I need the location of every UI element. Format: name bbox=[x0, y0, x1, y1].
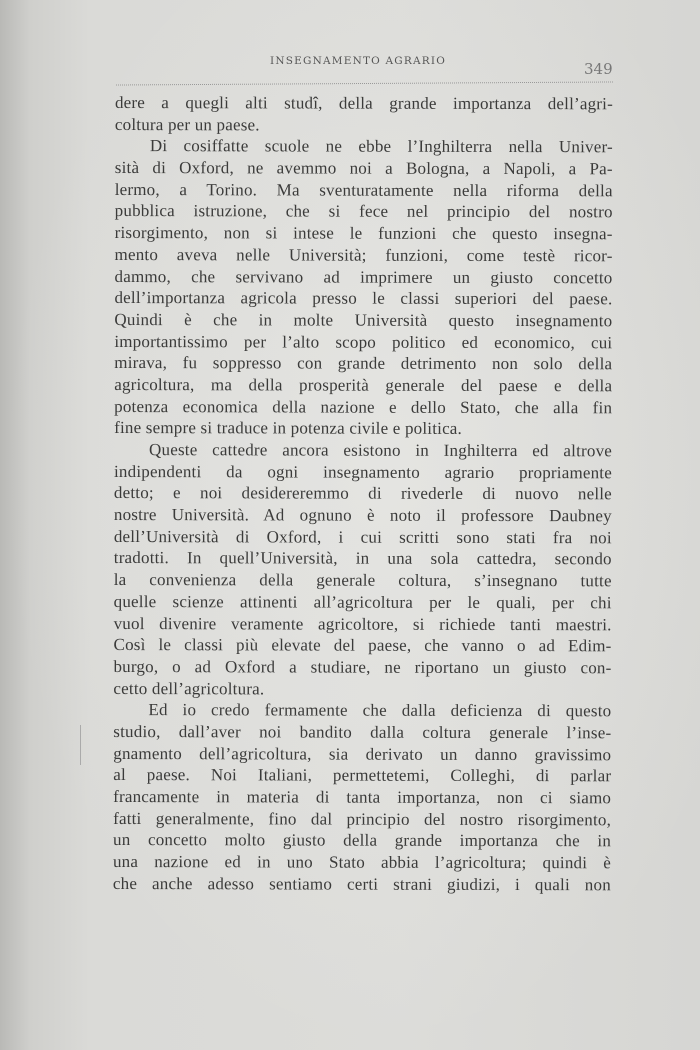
text-line: vuol divenire veramente agricoltore, si richiede tanti maestri. bbox=[113, 613, 612, 634]
text-line: francamente in materia di tanta importanza, non ci siamo bbox=[113, 786, 612, 808]
text-line: sità di Oxford, ne avemmo noi a Bologna, a Napoli, a Pa- bbox=[114, 158, 613, 179]
text-line: agricoltura, ma della prosperità generale del paese e della bbox=[114, 374, 613, 396]
text-line: che anche adesso sentiamo certi strani giudizi, i quali non bbox=[112, 873, 611, 895]
text-line: potenza economica della nazione e dello Stato, che alla fin bbox=[114, 396, 613, 417]
text-line: studio, dall’aver noi bandito dalla coltura generale l’inse- bbox=[113, 721, 612, 743]
text-line: quelle scienze attinenti all’agricoltura per le quali, per chi bbox=[113, 591, 612, 613]
text-line: burgo, o ad Oxford a studiare, ne riportano un giusto con- bbox=[113, 656, 612, 678]
running-head: INSEGNAMENTO AGRARIO bbox=[270, 55, 447, 67]
text-line: risorgimento, non si intese le funzioni che questo insegna- bbox=[114, 223, 613, 244]
text-line: fine sempre si traduce in potenza civile e politica. bbox=[114, 418, 463, 439]
text-line: coltura per un paese. bbox=[114, 114, 260, 135]
text-line: un concetto molto giusto della grande importanza che in bbox=[113, 830, 612, 851]
margin-mark bbox=[80, 725, 81, 765]
text-line: Quindi è che in molte Università questo insegnamento bbox=[114, 309, 613, 331]
text-line: detto; e noi desidereremmo di rivederle di nuovo nelle bbox=[113, 483, 612, 504]
text-line: dere a quegli alti studî, della grande importanza dell’agri- bbox=[114, 93, 613, 114]
text-line: nostre Università. Ad ognuno è noto il professore Daubney bbox=[113, 505, 612, 526]
page-number: 349 bbox=[584, 60, 613, 78]
text-line: lermo, a Torino. Ma sventuratamente nella riforma della bbox=[114, 179, 613, 201]
text-line: cetto dell’agricoltura. bbox=[113, 678, 265, 698]
text-line: dell’Università di Oxford, i cui scritti sono stati fra noi bbox=[113, 526, 612, 548]
text-line: Così le classi più elevate del paese, che vanno o ad Edim- bbox=[113, 635, 612, 656]
text-line: fatti generalmente, fino dal principio del nostro risorgimento, bbox=[113, 808, 612, 829]
text-line: tradotti. In quell’Università, in una sola cattedra, secondo bbox=[113, 548, 612, 569]
text-line: importantissimo per l’alto scopo politico ed economico, cui bbox=[114, 331, 613, 352]
text-line: mento aveva nelle Università; funzioni, come testè ricor- bbox=[114, 244, 613, 266]
text-line: Di cosiffatte scuole ne ebbe l’Inghilterra nella Univer- bbox=[149, 136, 613, 157]
text-line: la convenienza della generale coltura, s’insegnano tutte bbox=[113, 570, 612, 591]
text-line: Ed io credo fermamente che dalla deficienza di questo bbox=[148, 700, 612, 721]
text-line: una nazione ed in uno Stato abbia l’agricoltura; quindi è bbox=[112, 852, 612, 873]
text-line: pubblica istruzione, che si fece nel principio del nostro bbox=[114, 201, 613, 222]
text-line: mirava, fu soppresso con grande detrimento non solo della bbox=[114, 353, 613, 374]
text-line: Queste cattedre ancora esistono in Inghilterra ed altrove bbox=[149, 440, 613, 461]
text-line: gnamento dell’agricoltura, sia derivato un danno gravissimo bbox=[113, 743, 612, 764]
body-text bbox=[113, 92, 613, 896]
text-line: indipendenti da ogni insegnamento agrario propriamente bbox=[113, 461, 613, 482]
text-line: dell’importanza agricola presso le classi superiori del paese. bbox=[114, 288, 613, 309]
text-line: dammo, che servivano ad imprimere un giusto concetto bbox=[114, 266, 613, 287]
header-rule bbox=[116, 81, 613, 85]
text-line: al paese. Noi Italiani, permettetemi, Colleghi, di parlar bbox=[113, 765, 612, 786]
